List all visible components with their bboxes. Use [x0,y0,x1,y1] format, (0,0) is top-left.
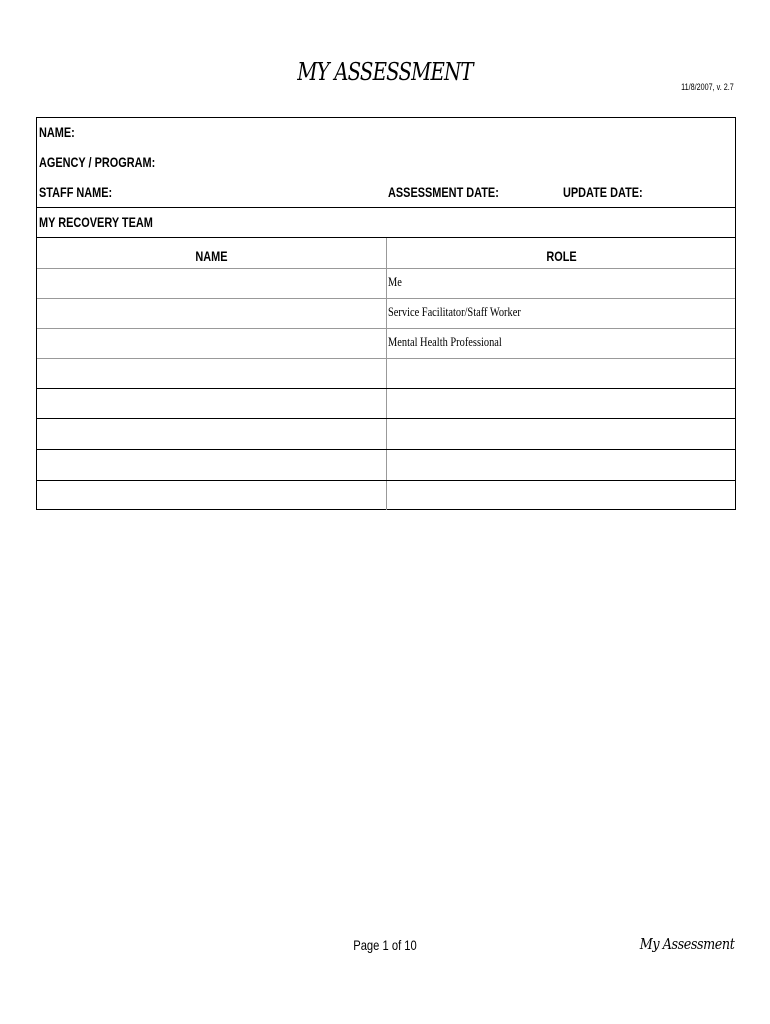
recovery-team-heading: MY RECOVERY TEAM [39,214,153,230]
staff-name-label: STAFF NAME: [39,184,113,200]
table-row-border [37,388,735,389]
table-row-border [37,418,735,419]
column-divider [386,238,387,510]
update-date-label: UPDATE DATE: [563,184,643,200]
team-row-3-role: Mental Health Professional [388,334,502,349]
document-title: MY ASSESSMENT [297,58,473,86]
footer-brand: My Assessment [639,935,734,953]
section-divider [37,207,735,208]
team-row-1-role: Me [388,274,402,289]
agency-program-label: AGENCY / PROGRAM: [39,154,156,170]
name-label: NAME: [39,124,75,140]
assessment-form [36,117,736,510]
name-column-header: NAME [195,248,228,264]
version-stamp: 11/8/2007, v. 2.7 [681,82,734,92]
header-row-border [37,268,735,269]
page-number: Page 1 of 10 [353,937,417,953]
team-row-2-role: Service Facilitator/Staff Worker [388,304,521,319]
table-row-border [37,449,735,450]
table-row-border [37,358,735,359]
table-row-border [37,480,735,481]
role-column-header: ROLE [546,248,577,264]
table-row-border [37,298,735,299]
assessment-date-label: ASSESSMENT DATE: [388,184,499,200]
table-row-border [37,328,735,329]
